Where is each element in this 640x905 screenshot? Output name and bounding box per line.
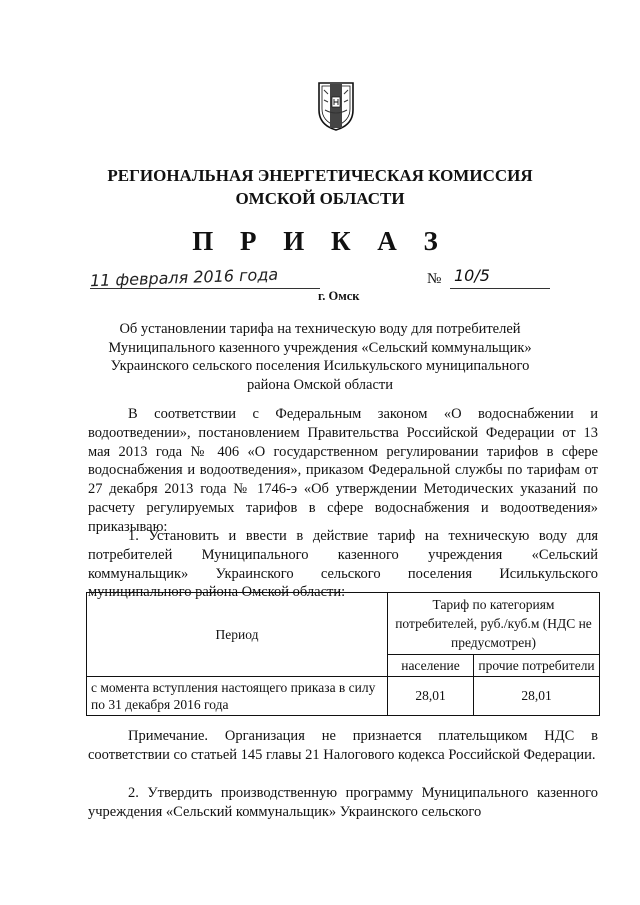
tariff-header: Тариф по категориям потребителей, руб./куб.м (НДС не предусмотрен)	[388, 593, 600, 655]
handwritten-date: 11 февраля 2016 года	[89, 264, 279, 291]
period-header: Период	[87, 593, 388, 677]
number-label: №	[427, 271, 442, 287]
omsk-coat-of-arms-emblem	[316, 80, 356, 132]
city: г. Омск	[318, 289, 360, 303]
item-2-paragraph	[88, 784, 598, 822]
number-underline	[450, 288, 550, 289]
item-1-text: 1. Установить и ввести в действие тариф на техническую воду для потребителей Муниципального казенного учреждения «Сельский коммунальщик» Украинского сельского поселения Исилькульского муниципального района Омской области:	[88, 528, 598, 601]
order-subject: Об установлении тарифа на техническую воду для потребителей Муниципального казенного учреждения «Сельский коммунальщик» Украинского сельского поселения Исилькульского муниципального района Омской области	[108, 321, 532, 393]
period-cell: с момента вступления настоящего приказа в силу по 31 декабря 2016 года	[87, 677, 388, 716]
tariff-table	[86, 592, 600, 716]
intro-text: В соответствии с Федеральным законом «О водоснабжении и водоотведении», постановлением Правительства Российской Федерации от 13 мая 2013 года № 406 «О государственном регулировании тарифов в сфере водоснабжения и водоотведения», приказом Федеральной службы по тарифам от 27 декабря 2013 года № 1746-э «Об утверждении Методических указаний по расчету регулируемых тарифов в сфере водоснабжения и водоотведения» приказываю:	[88, 406, 598, 535]
table-row	[87, 677, 600, 716]
other-tariff-cell: 28,01	[474, 677, 600, 716]
organization-title-line2: ОМСКОЙ ОБЛАСТИ	[235, 189, 405, 208]
organization-title-line1: РЕГИОНАЛЬНАЯ ЭНЕРГЕТИЧЕСКАЯ КОМИССИЯ	[107, 166, 533, 185]
item-1-paragraph	[88, 527, 598, 602]
note-paragraph	[88, 727, 598, 765]
item-2-text: 2. Утвердить производственную программу Муниципального казенного учреждения «Сельский коммунальщик» Украинского сельского	[88, 785, 598, 820]
date-underline	[90, 288, 320, 289]
population-header: население	[388, 655, 474, 677]
handwritten-number: 10/5	[454, 266, 490, 285]
note-text: Примечание. Организация не признается плательщиком НДС в соответствии со статьей 145 главы 21 Налогового кодекса Российской Федерации.	[88, 728, 598, 763]
other-consumers-header: прочие потребители	[474, 655, 600, 677]
intro-paragraph	[88, 405, 598, 537]
population-tariff-cell: 28,01	[388, 677, 474, 716]
document-type-title: П Р И К А З	[192, 226, 448, 256]
table-header-row	[87, 593, 600, 655]
